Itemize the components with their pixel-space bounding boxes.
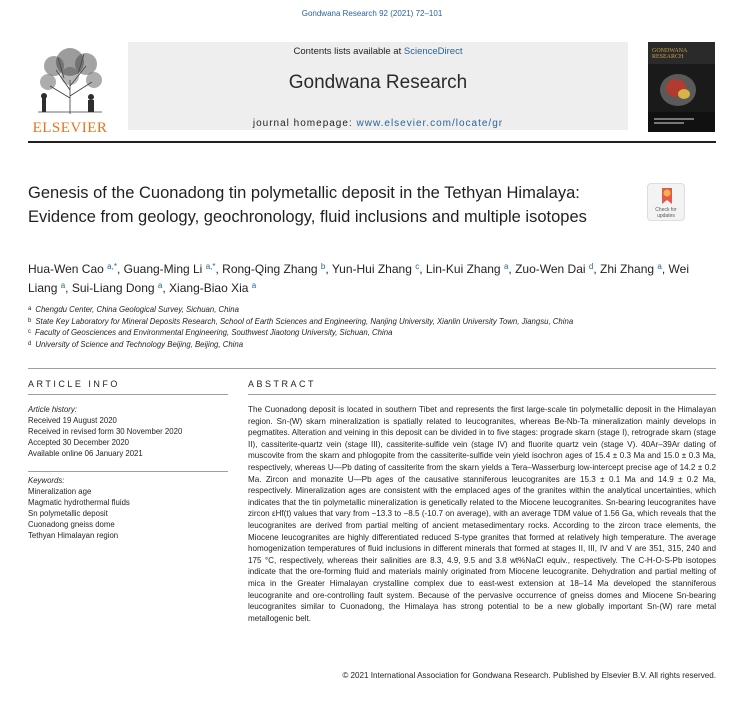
- journal-banner: [128, 42, 628, 130]
- copyright-line: © 2021 International Association for Gondwana Research. Published by Elsevier B.V. All rights reserved.: [342, 671, 716, 680]
- author[interactable]: Sui-Liang Dong $^a$: [71, 280, 163, 295]
- author[interactable]: Guang-Ming Li $^{a,*}$: [123, 262, 216, 276]
- author[interactable]: Xiang-Biao Xia $^a$: [169, 280, 257, 295]
- contents-prefix: Contents lists available at: [293, 46, 404, 57]
- keyword[interactable]: Cuonadong gneiss dome: [28, 520, 115, 529]
- keyword[interactable]: Magmatic hydrothermal fluids: [28, 498, 130, 507]
- author[interactable]: Yun-Hui Zhang $^c$: [331, 262, 420, 276]
- history-entry: Available online 06 January 2021: [28, 449, 143, 458]
- article-info-heading: ARTICLE INFO: [28, 379, 120, 389]
- abstract-body: The Cuonadong deposit is located in southern Tibet and represents the first large-scale tin polymetallic deposit in the Himalayan region. Sn-(W) skarn mineralization is spatially related to leucogranites, whereas Be-Nb-Ta mineralization mainly develops in pegmatites. Alteration and veining in this deposit can be divided in to five stages: prograde skarn (stage I), retrograde skarn (stage II), cassiterite-quartz vein (stage III), cassiterite-sulfide vein (stage IV) and fluorite quartz vein (stage V). 40Ar–39Ar dating of muscovite from the skarn and phlogopite from the cassiterite-sulfide vein yield isochron ages of 15.4 ± 0.3 Ma and 15.0 ± 0.3 Ma, respectively, whereas U—Pb dating of cassiterite from the skarn yields a Tera–Wasserburg low-intercept precise age of 14.2 ± 0.2 Ma. Zircon and monazite U—Pb ages of the causative stanniferous leucogranites are 15.3 ± 0.1 Ma and 14.9 ± 0.2 Ma, respectively. Mineralization ages are consistent with the emplaced ages of the granites within the analytical uncertainties, which indicates that the tin polymetallic mineralization is genetically related to the Miocene leucogranites. Sn-bearing leucogranites have zircon εHf(t) values that vary from −13.3 to −8.5 (-10.7 on average), with an average TDM value of 1.56 Ga, which reveals that the leucogranites are derived from partial melting of ancient metasedimentary rocks. According to the zircon trace elements, the Miocene leucogranites are highly differentiated reduced S-type granites that formed at relatively high temperature. The average homogenization temperatures of fluid inclusions in different minerals that formed at stages II, III, IV and V are 351, 315, 240 and 175 °C, respectively, whereas their salinities are 8.3, 4.9, 9.5 and 3.8 wt%NaCl equiv., respectively. The C-H-O-S-Pb isotopes indicate that the ore-forming fluid and materials mainly originated from Miocene leucogranite. Dehydration and partial melting of mica in the Greater Himalayan crystalline complex due to east-west extension at 18–14 Ma developed the stanniferous leucogranite and ore-controlling fault system. Because of the pervasive occurrence of gneiss domes and Miocene Sn-bearing leucogranites similar to Cuonadong, the Himalaya has strong potential to be a new globally important Sn-(W) rare metal metallogenic belt.: [248, 405, 716, 623]
- affiliation: $^a$ Chengdu Center, China Geological Survey, Sichuan, China: [28, 305, 239, 314]
- author-affiliation-marker: a: [657, 262, 662, 271]
- abstract-heading: ABSTRACT: [248, 379, 317, 389]
- author-affiliation-marker: a,*: [107, 262, 117, 271]
- affiliation-list: [28, 304, 716, 350]
- journal-citation[interactable]: Gondwana Research 92 (2021) 72–101: [301, 9, 443, 18]
- affiliation: $^d$ University of Science and Technology Beijing, Beijing, China: [28, 339, 244, 349]
- journal-homepage-line: [128, 118, 628, 129]
- homepage-link[interactable]: www.elsevier.com/locate/gr: [356, 118, 504, 129]
- keyword[interactable]: Sn polymetallic deposit: [28, 509, 108, 518]
- elsevier-wordmark[interactable]: ELSEVIER: [32, 120, 108, 136]
- sciencedirect-link[interactable]: ScienceDirect: [403, 46, 463, 57]
- cover-title: GONDWANA RESEARCH: [652, 48, 687, 60]
- history-label: Article history:: [28, 405, 77, 414]
- check-updates-icon: [648, 184, 686, 208]
- article-title: Genesis of the Cuonadong tin polymetallic deposit in the Tethyan Himalaya: Evidence from geology, geochronology, fluid inclusions and multiple isotopes: [28, 184, 587, 226]
- author-affiliation-marker: a: [60, 280, 66, 290]
- affiliation: $^b$ State Key Laboratory for Mineral Deposits Research, School of Earth Sciences and Engineering, Nanjing University, Xianlin University Town, Jiangsu, China: [28, 316, 574, 326]
- keywords-rule: [28, 471, 228, 472]
- journal-name[interactable]: Gondwana Research: [288, 72, 468, 93]
- affiliation: $^c$ Faculty of Geosciences and Environmental Engineering, Southwest Jiaotong University, Sichuan, China: [28, 328, 393, 337]
- check-for-updates-button[interactable]: [647, 183, 685, 221]
- header-rule: [28, 141, 716, 143]
- abstract-rule: [248, 394, 716, 395]
- check-updates-label: Check for updates: [655, 207, 677, 219]
- author-list: Hua-Wen Cao $^{a,*}$, Guang-Ming Li $^{a,*}$, Rong-Qing Zhang $^b$, Yun-Hui Zhang $^c$, Lin-Kui Zhang $^a$, Zuo-Wen Dai $^d$, Zhi Zhang $^a$, Wei Liang $^a$, Sui-Liang Dong $^a$, Xiang-Biao Xia $^a$: [28, 262, 689, 295]
- author[interactable]: Hua-Wen Cao $^{a,*}$: [28, 262, 117, 276]
- author[interactable]: Rong-Qing Zhang $^b$: [222, 262, 326, 276]
- keywords: [28, 475, 228, 541]
- keyword[interactable]: Tethyan Himalayan region: [28, 531, 119, 540]
- homepage-prefix: journal homepage:: [252, 118, 357, 129]
- article-history: [28, 404, 228, 459]
- history-entry: Received in revised form 30 November 2020: [28, 427, 183, 436]
- history-entry: Accepted 30 December 2020: [28, 438, 129, 447]
- keywords-label: Keywords:: [28, 476, 65, 485]
- author-affiliation-marker: a: [503, 262, 509, 271]
- journal-header: [28, 40, 716, 138]
- author[interactable]: Wei Liang $^a$: [28, 262, 689, 295]
- article-info-rule: [28, 394, 228, 395]
- history-entry: Received 19 August 2020: [28, 416, 117, 425]
- author-affiliation-marker: a: [157, 280, 163, 290]
- section-divider: [28, 368, 716, 369]
- author-affiliation-marker: c: [415, 262, 420, 271]
- contents-available-line: [128, 46, 628, 57]
- author-affiliation-marker: b: [320, 262, 326, 271]
- keyword[interactable]: Mineralization age: [28, 487, 92, 496]
- author[interactable]: Zhi Zhang $^a$: [600, 262, 662, 276]
- journal-cover-image[interactable]: [648, 42, 715, 132]
- author[interactable]: Lin-Kui Zhang $^a$: [425, 262, 509, 276]
- author-affiliation-marker: a: [251, 280, 257, 290]
- author-affiliation-marker: d: [588, 262, 594, 271]
- author[interactable]: Zuo-Wen Dai $^d$: [515, 262, 594, 276]
- author-affiliation-marker: a,*: [205, 262, 216, 271]
